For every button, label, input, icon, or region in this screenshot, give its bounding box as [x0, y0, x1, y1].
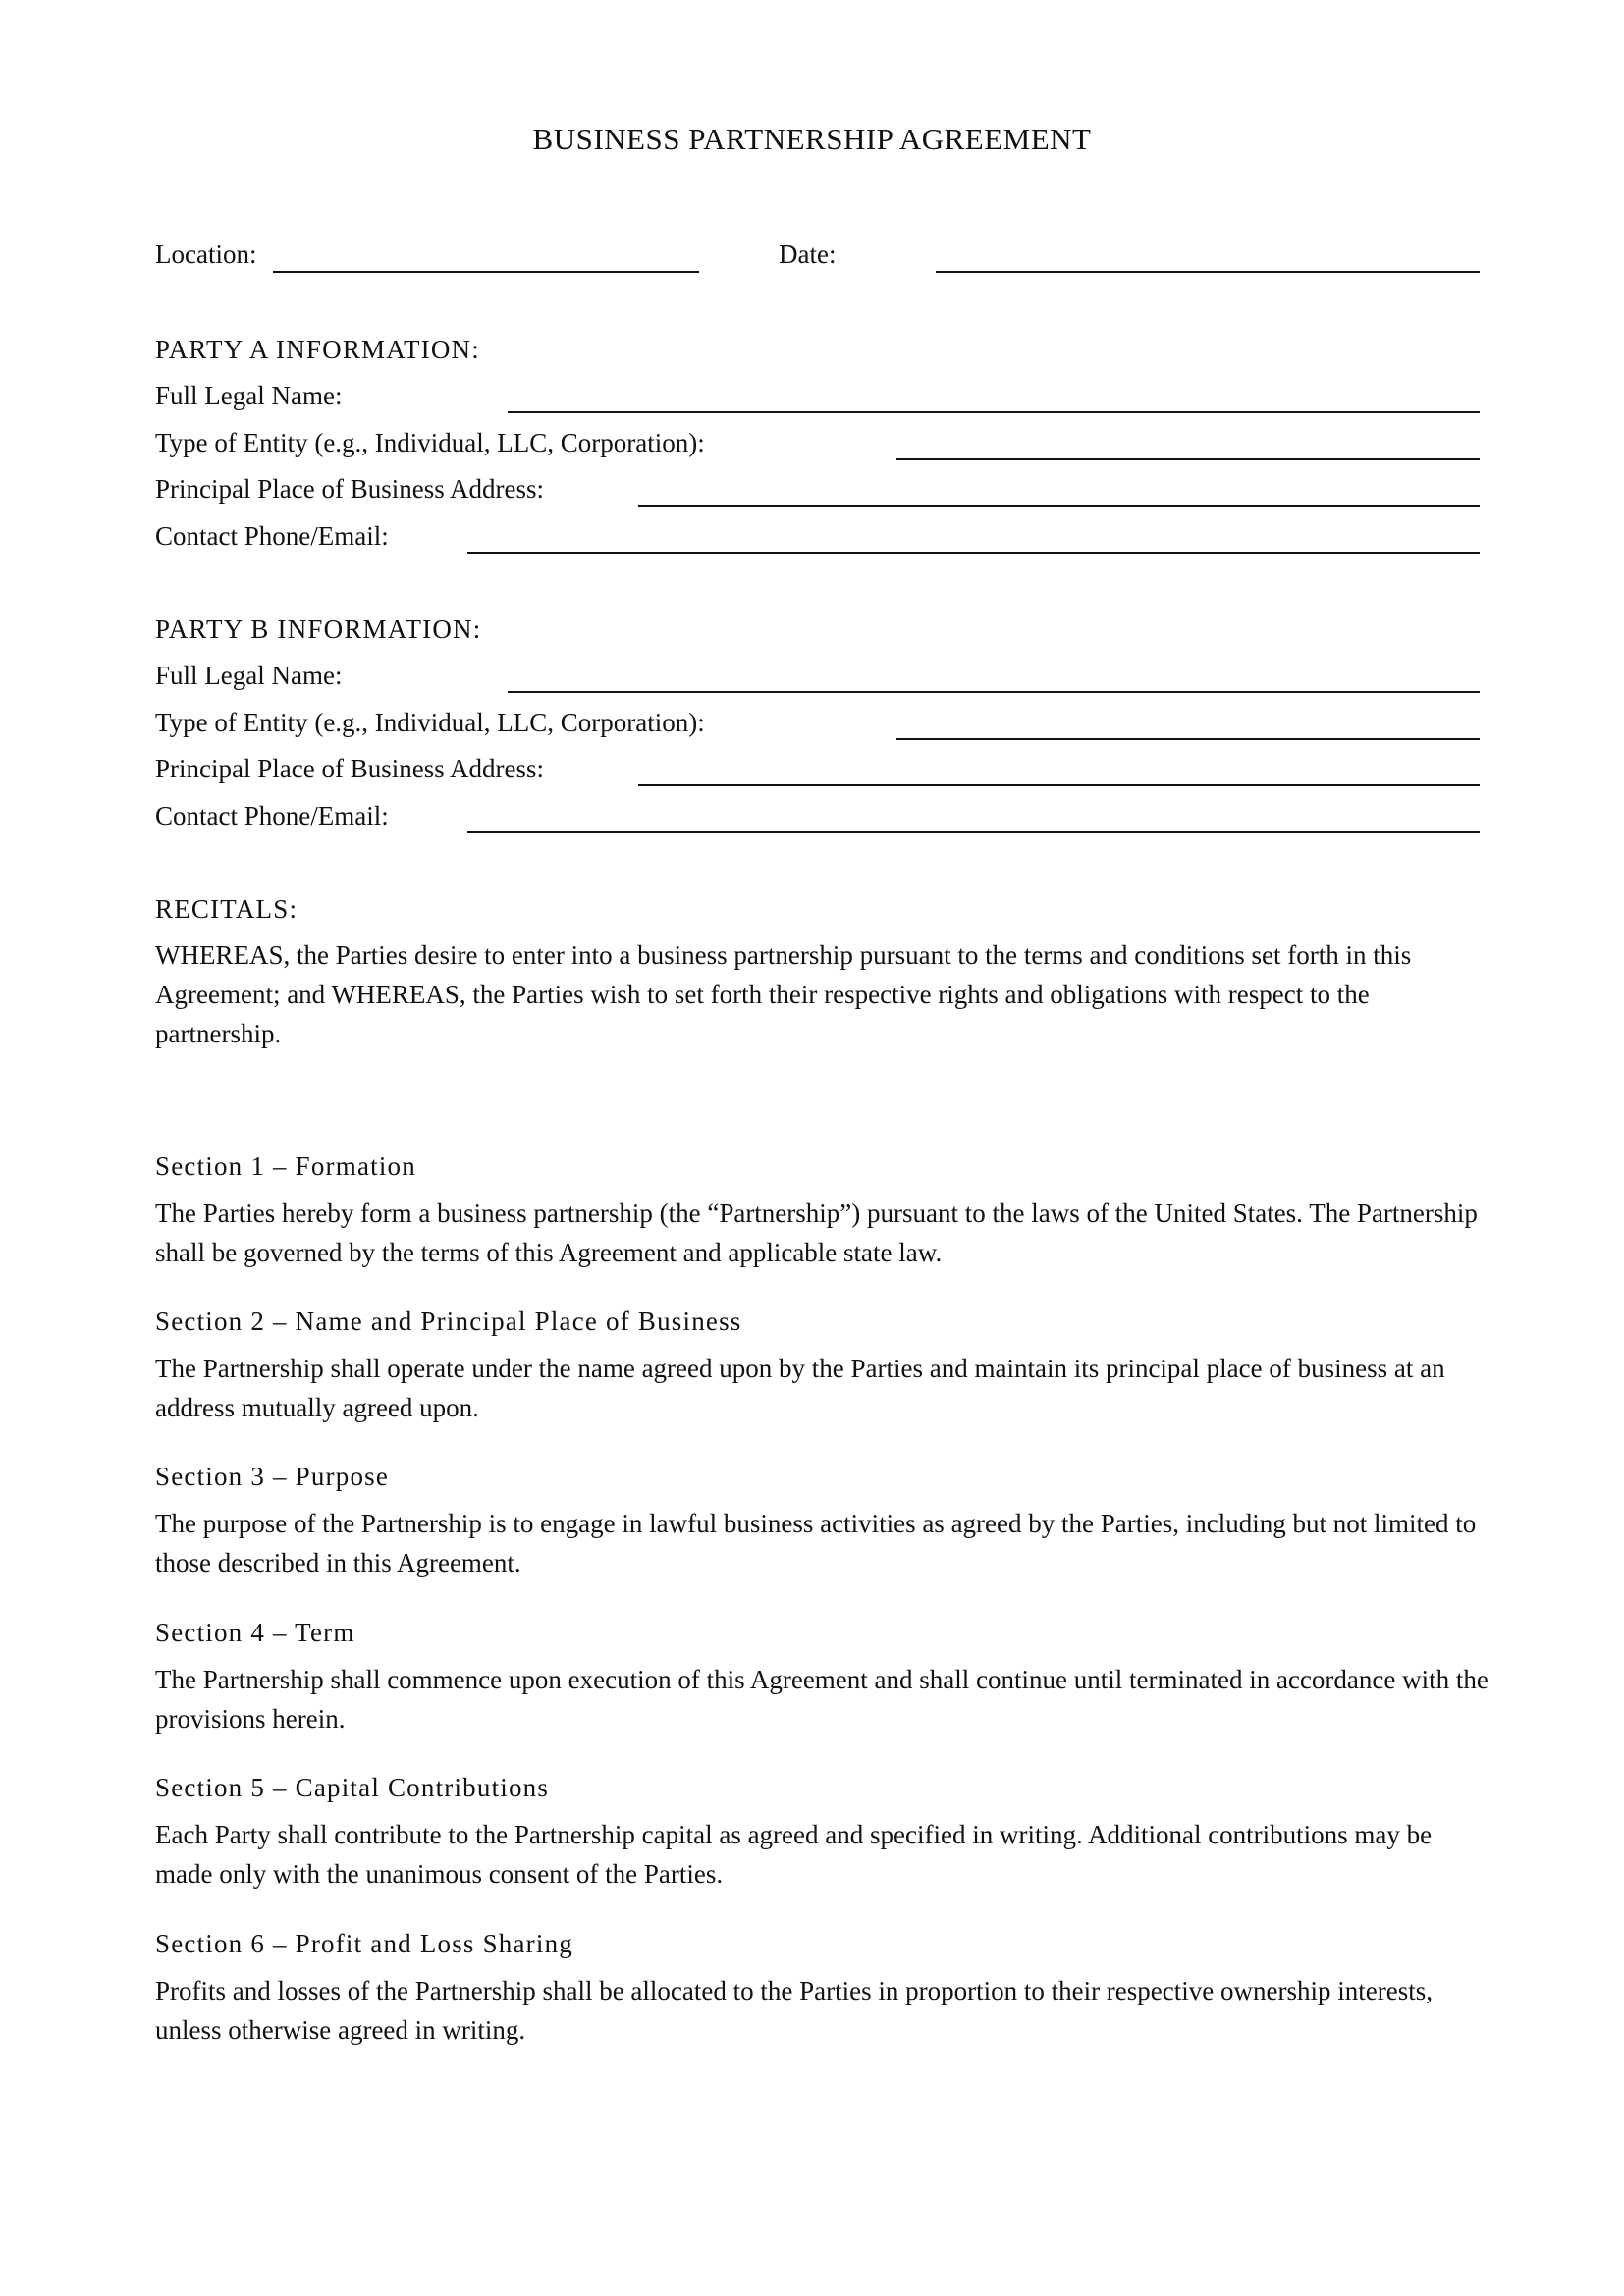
- section-4-text: The Partnership shall commence upon execution of this Agreement and shall continue until terminated in accordance with the provisions herein.: [155, 1665, 1489, 1734]
- party-a-entity-type-line[interactable]: [896, 458, 1480, 460]
- party-b-contact-line[interactable]: [467, 831, 1480, 833]
- party-b-heading: PARTY B INFORMATION:: [155, 614, 482, 644]
- section-3-text: The purpose of the Partnership is to engage in lawful business activities as agreed by the Parties, including but not limited to those described in this Agreement.: [155, 1509, 1477, 1577]
- party-a-address-label: Principal Place of Business Address:: [155, 474, 544, 504]
- section-6-heading: Section 6 – Profit and Loss Sharing: [155, 1929, 573, 1958]
- section-4-heading: Section 4 – Term: [155, 1618, 355, 1647]
- party-b-contact-label: Contact Phone/Email:: [155, 801, 389, 830]
- section-1-text: The Parties hereby form a business partnership (the “Partnership”) pursuant to the laws of the United States. The Partnership shall be governed by the terms of this Agreement and applicable state law.: [155, 1199, 1478, 1267]
- party-b-address-line[interactable]: [638, 784, 1480, 786]
- recitals-heading: RECITALS:: [155, 894, 298, 924]
- party-b-address-label: Principal Place of Business Address:: [155, 754, 544, 783]
- document-title: BUSINESS PARTNERSHIP AGREEMENT: [532, 122, 1092, 156]
- section-3-heading: Section 3 – Purpose: [155, 1462, 390, 1491]
- section-2-text: The Partnership shall operate under the name agreed upon by the Parties and maintain its principal place of business at an address mutually agreed upon.: [155, 1354, 1445, 1422]
- party-a-address-line[interactable]: [638, 505, 1480, 507]
- party-a-contact-line[interactable]: [467, 552, 1480, 554]
- party-a-entity-type-label: Type of Entity (e.g., Individual, LLC, Corporation):: [155, 428, 705, 457]
- recitals-text: WHEREAS, the Parties desire to enter into a business partnership pursuant to the terms and conditions set forth in this Agreement; and WHEREAS, the Parties wish to set forth their respective rights and obligations with respect to the partnership.: [155, 940, 1412, 1048]
- party-b-full-name-line[interactable]: [508, 691, 1480, 693]
- party-a-contact-label: Contact Phone/Email:: [155, 521, 389, 551]
- party-a-heading: PARTY A INFORMATION:: [155, 335, 480, 364]
- party-b-entity-type-line[interactable]: [896, 738, 1480, 740]
- location-label: Location:: [155, 240, 257, 269]
- date-blank-line[interactable]: [936, 271, 1480, 273]
- date-label: Date:: [779, 240, 837, 269]
- section-5-text: Each Party shall contribute to the Partnership capital as agreed and specified in writing. Additional contributions may be made only with the unanimous consent of the Parties.: [155, 1820, 1433, 1889]
- location-blank-line[interactable]: [273, 271, 699, 273]
- section-5-heading: Section 5 – Capital Contributions: [155, 1773, 550, 1802]
- party-b-full-name-label: Full Legal Name:: [155, 661, 343, 690]
- section-6-text: Profits and losses of the Partnership shall be allocated to the Parties in proportion to their respective ownership interests, unless otherwise agreed in writing.: [155, 1976, 1433, 2045]
- party-b-entity-type-label: Type of Entity (e.g., Individual, LLC, Corporation):: [155, 708, 705, 737]
- section-2-heading: Section 2 – Name and Principal Place of Business: [155, 1307, 742, 1336]
- party-a-full-name-label: Full Legal Name:: [155, 381, 343, 410]
- section-1-heading: Section 1 – Formation: [155, 1151, 416, 1181]
- party-a-full-name-line[interactable]: [508, 411, 1480, 413]
